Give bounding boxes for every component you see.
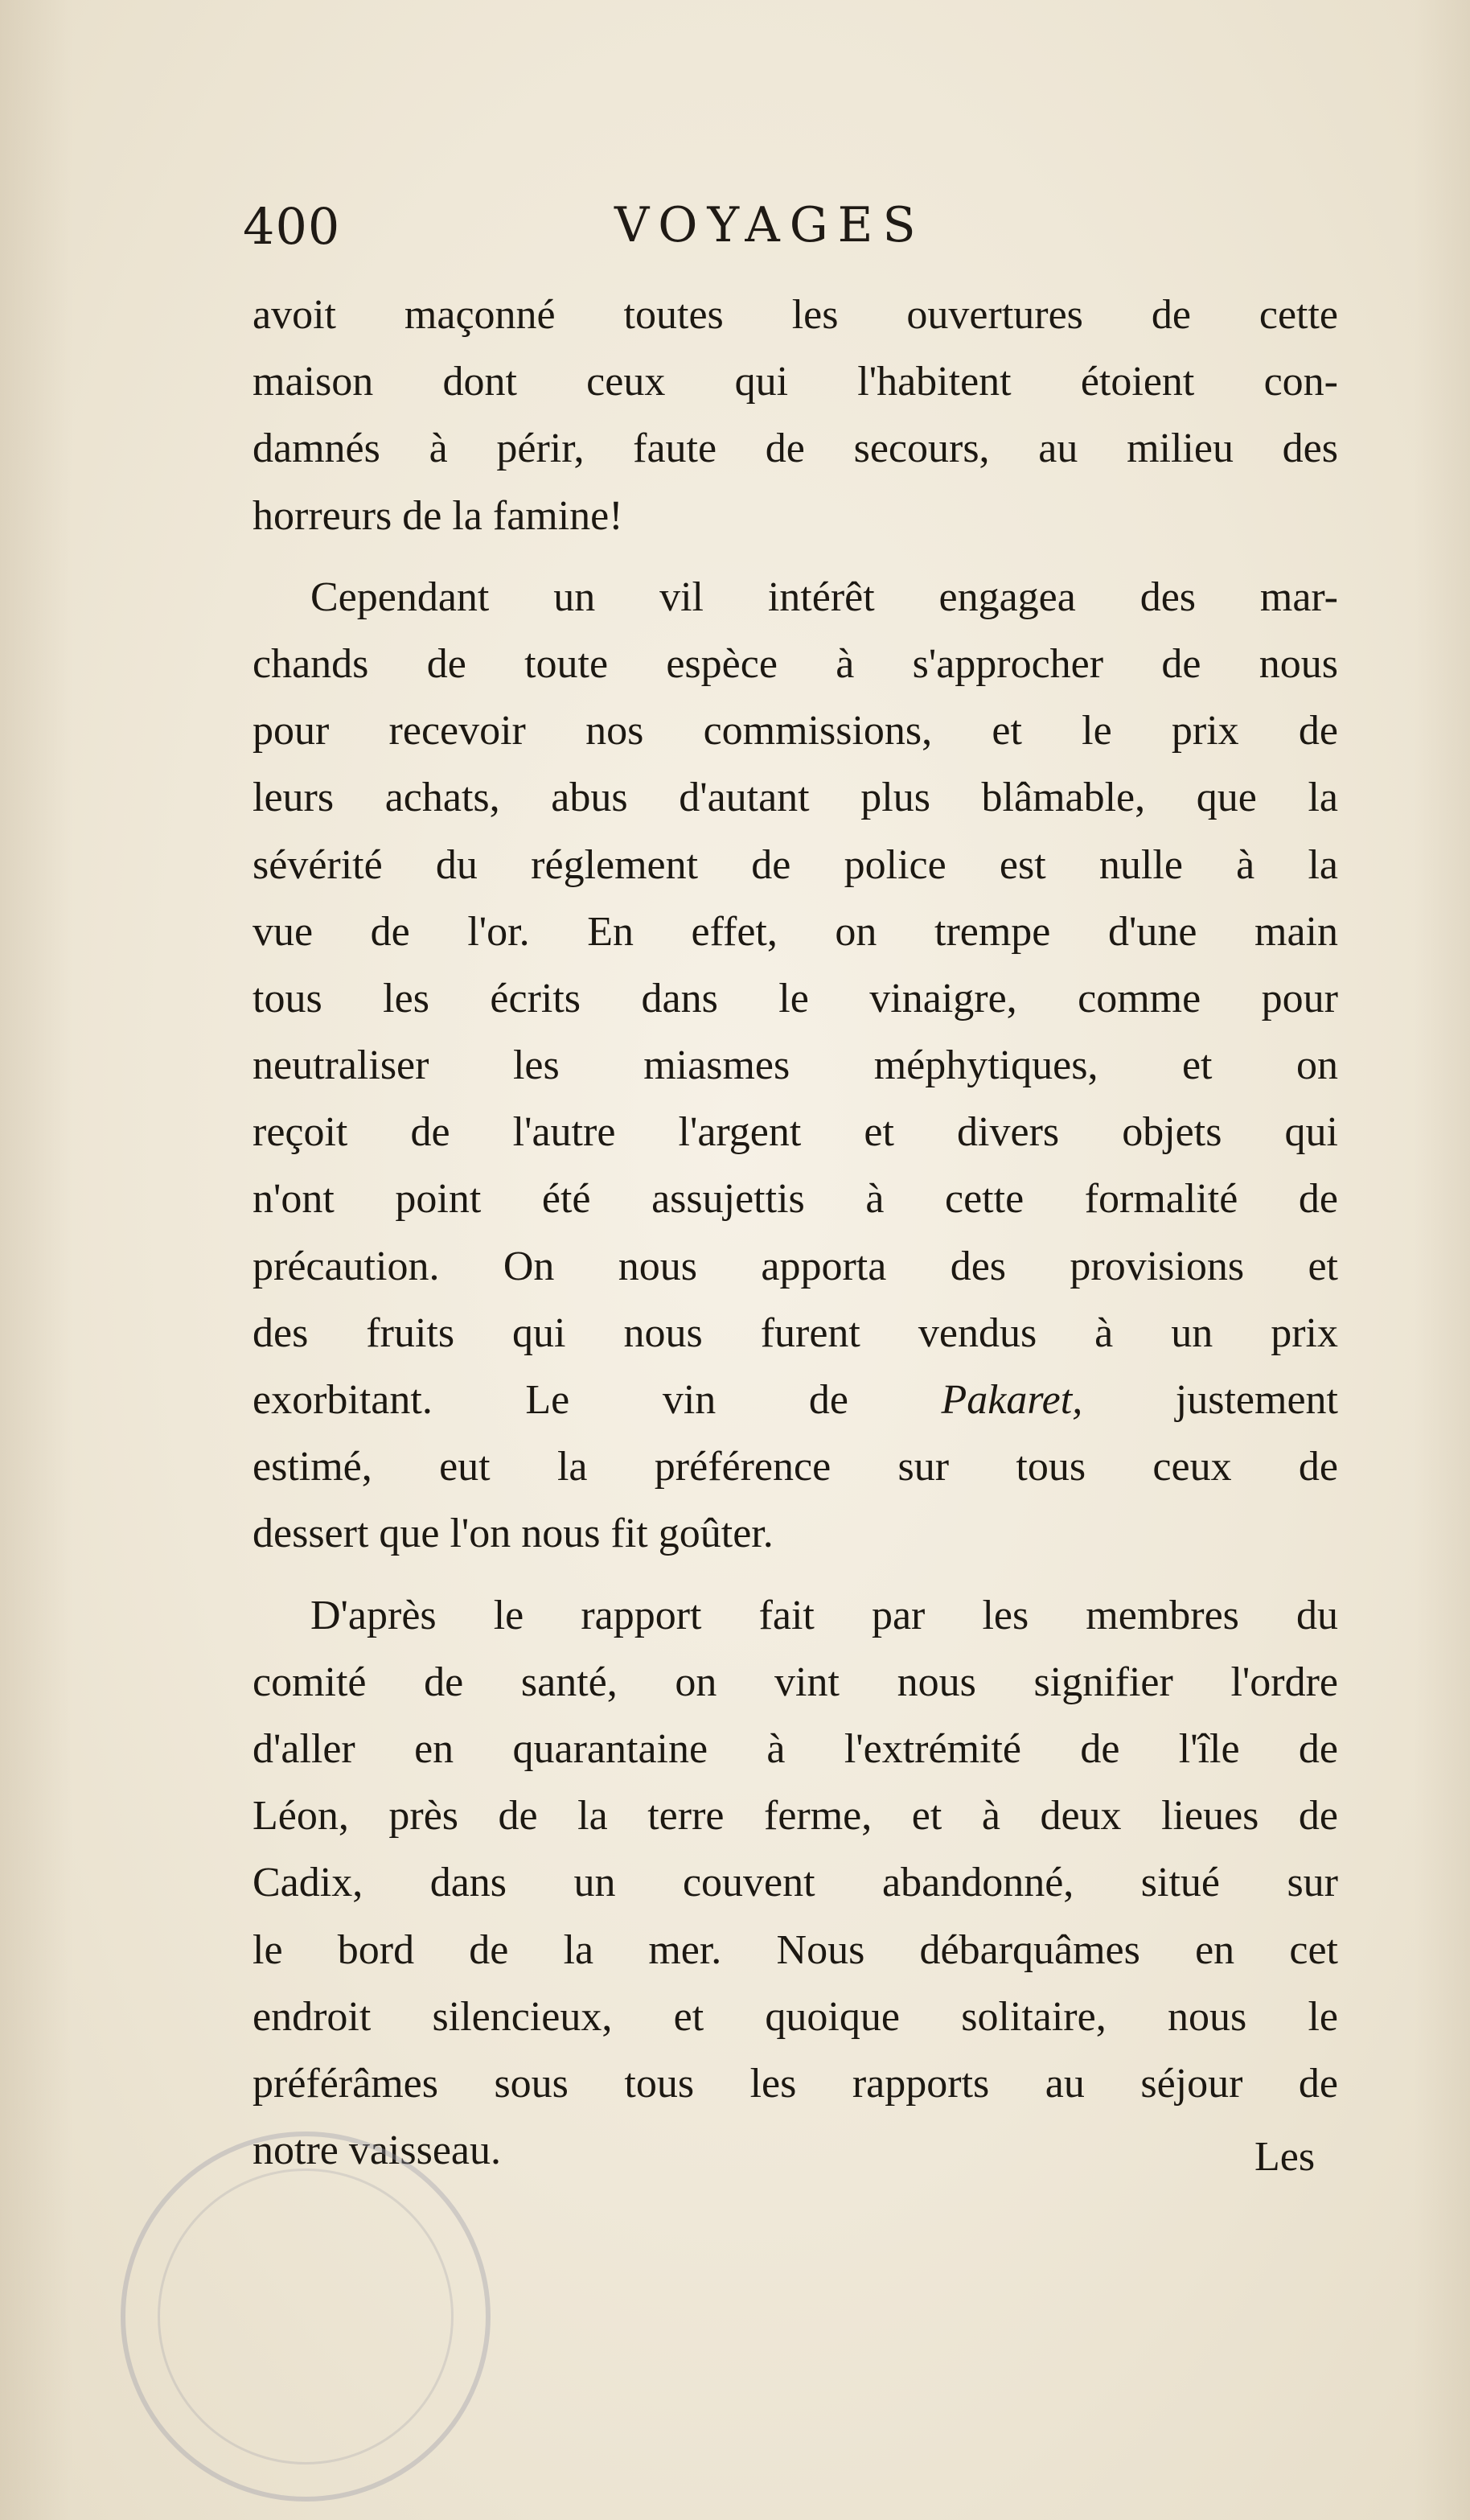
text-line: des fruits qui nous furent vendus à un prix <box>253 1309 1338 1356</box>
running-title: VOYAGES <box>614 197 926 253</box>
text-line: notre vaisseau. <box>253 2127 502 2174</box>
text-line: reçoit de l'autre l'argent et divers objets qui <box>253 1109 1338 1156</box>
text-line: neutraliser les miasmes méphytiques, et on <box>253 1042 1338 1089</box>
text-line: endroit silencieux, et quoique solitaire, nous le <box>253 1993 1338 2040</box>
text-line: préférâmes sous tous les rapports au séjour de <box>253 2060 1338 2107</box>
wine-name: Pakaret, <box>941 1377 1083 1423</box>
text-line: damnés à périr, faute de secours, au milieu des <box>253 425 1338 472</box>
library-stamp <box>121 2132 491 2502</box>
text-line: vue de l'or. En effet, on trempe d'une main <box>253 908 1338 955</box>
text-line: Cependant un vil intérêt engagea des mar- <box>310 573 1338 620</box>
text-line: horreurs de la famine! <box>253 492 623 539</box>
text-line: chands de toute espèce à s'approcher de nous <box>253 640 1338 687</box>
text-line: pour recevoir nos commissions, et le prix de <box>253 708 1338 754</box>
text-line: tous les écrits dans le vinaigre, comme pour <box>253 975 1338 1022</box>
catchword: Les <box>1254 2134 1316 2180</box>
text-line: précaution. On nous apporta des provisions et <box>253 1243 1338 1289</box>
page-number: 400 <box>243 197 341 256</box>
text-line: dessert que l'on nous fit goûter. <box>253 1511 774 1557</box>
text-line: le bord de la mer. Nous débarquâmes en cet <box>253 1926 1338 1973</box>
text-line: estimé, eut la préférence sur tous ceux de <box>253 1444 1338 1490</box>
text-line: Cadix, dans un couvent abandonné, situé sur <box>253 1860 1338 1906</box>
text-line: sévérité du réglement de police est nulle à la <box>253 841 1338 888</box>
text-segment: justement <box>1082 1377 1338 1423</box>
text-line: comité de santé, on vint nous signifier l'ordre <box>253 1659 1338 1705</box>
page-header <box>243 197 1337 269</box>
text-line: avoit maçonné toutes les ouvertures de cette <box>253 292 1338 338</box>
body-text <box>253 282 1338 2184</box>
text-line: maison dont ceux qui l'habitent étoient con- <box>253 359 1338 405</box>
text-line: Léon, près de la terre ferme, et à deux lieues de <box>253 1793 1338 1840</box>
text-line-with-italic <box>253 1367 1338 1433</box>
text-line: D'après le rapport fait par les membres du <box>310 1592 1338 1638</box>
text-line: leurs achats, abus d'autant plus blâmable, que la <box>253 775 1338 821</box>
text-segment: exorbitant. Le vin de <box>253 1377 942 1423</box>
text-line: n'ont point été assujettis à cette formalité de <box>253 1176 1338 1223</box>
text-line: d'aller en quarantaine à l'extrémité de l'île de <box>253 1725 1338 1772</box>
